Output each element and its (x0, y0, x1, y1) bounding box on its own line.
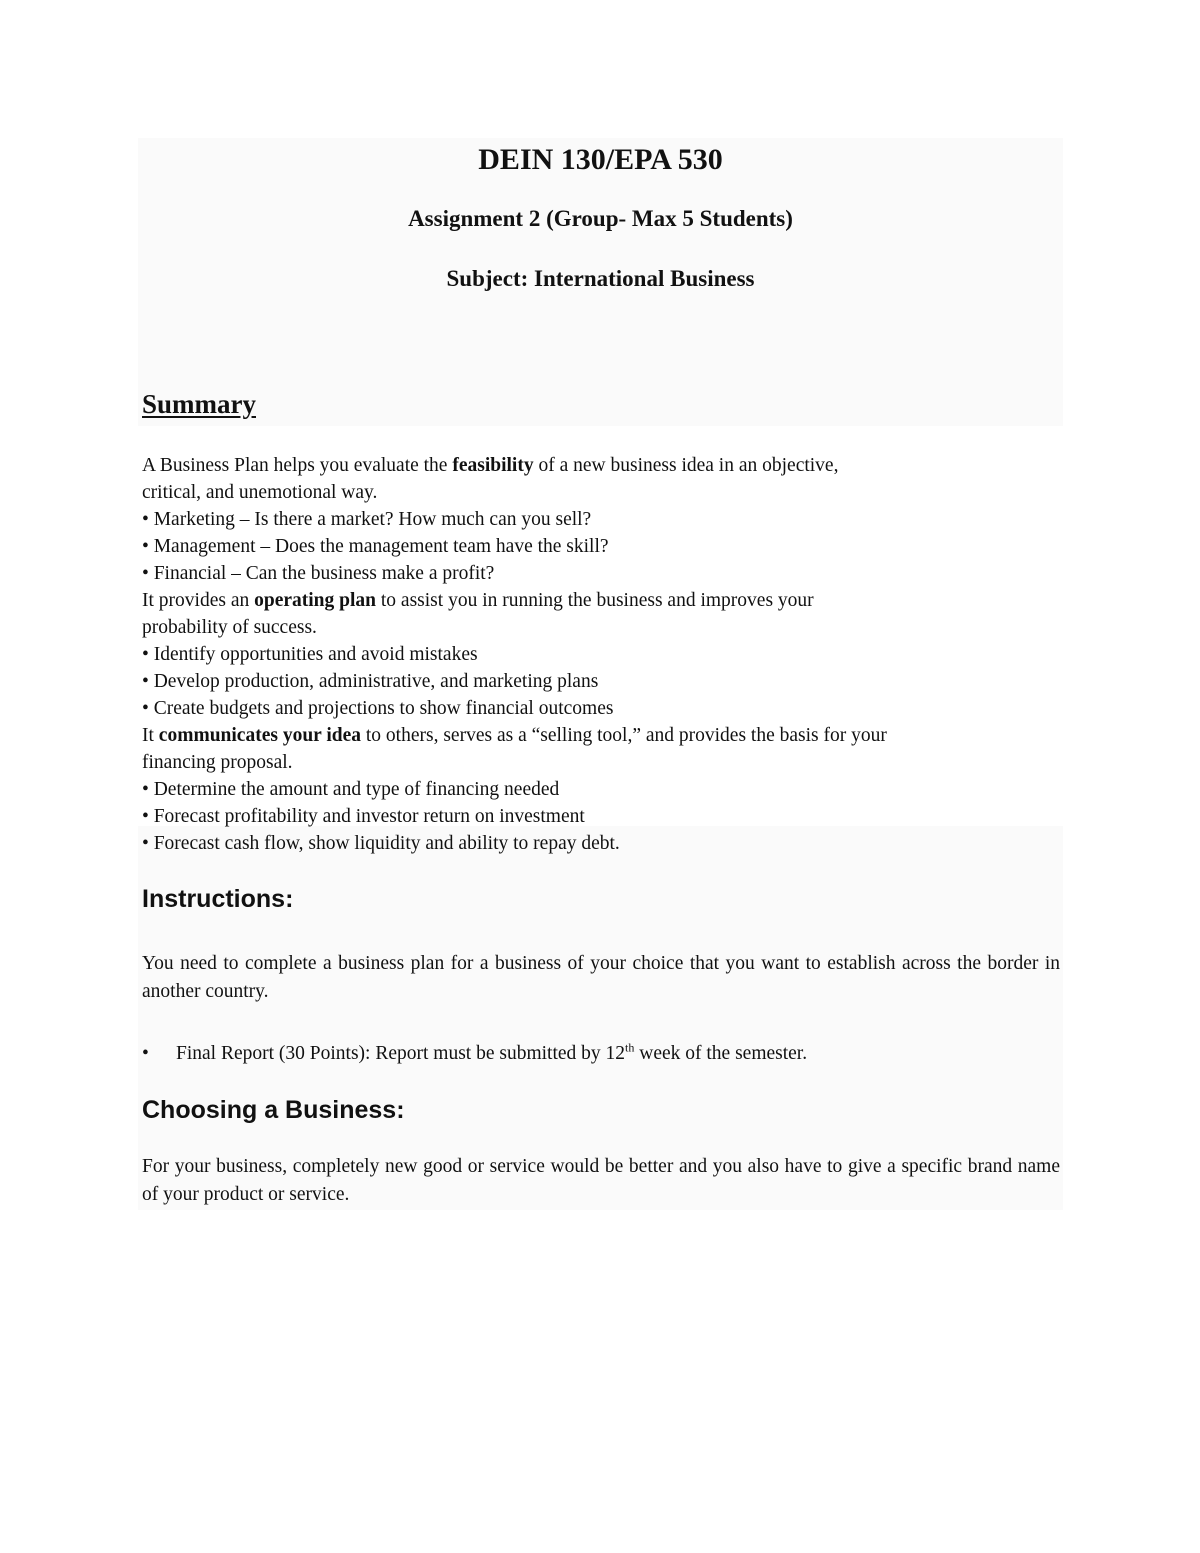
instructions-heading: Instructions: (142, 885, 294, 913)
choosing-business-paragraph: For your business, completely new good or service would be better and you also have to give a specific brand name of your product or service. (142, 1156, 1060, 1205)
text-run: to assist you in running the business and improves your (376, 590, 814, 611)
list-item: • Identify opportunities and avoid mistakes (142, 644, 478, 665)
summary-paragraph-1-line-2: critical, and unemotional way. (142, 482, 378, 503)
text-run: A Business Plan helps you evaluate the (142, 455, 453, 476)
bullet-icon: • (142, 1043, 149, 1064)
list-item: • Management – Does the management team have the skill? (142, 536, 609, 557)
bold-term-operating-plan: operating plan (254, 590, 377, 611)
list-item: • Marketing – Is there a market? How much can you sell? (142, 509, 592, 530)
summary-paragraph-3-line-1 (142, 722, 1057, 749)
choosing-business-heading: Choosing a Business: (142, 1096, 405, 1124)
summary-heading: Summary (142, 389, 256, 419)
course-code: DEIN 130/EPA 530 (478, 143, 723, 176)
bold-term-communicates-your-idea: communicates your idea (158, 725, 362, 746)
summary-paragraph-2-line-1 (142, 587, 1057, 614)
summary-body (142, 452, 1057, 857)
list-item: • Forecast profitability and investor return on investment (142, 806, 585, 827)
text-run: It provides an (142, 590, 255, 611)
text-run: to others, serves as a “selling tool,” and provides the basis for your (361, 725, 887, 746)
list-item: • Create budgets and projections to show financial outcomes (142, 698, 614, 719)
list-item: • Develop production, administrative, and marketing plans (142, 671, 599, 692)
subject-line: Subject: International Business (446, 266, 755, 291)
final-report-item (142, 1040, 807, 1068)
list-item: • Determine the amount and type of financing needed (142, 779, 560, 800)
text-run: It (142, 725, 159, 746)
summary-paragraph-2-line-2: probability of success. (142, 617, 317, 638)
summary-paragraph-1-line-1 (142, 452, 1057, 479)
instructions-paragraph: You need to complete a business plan for a business of your choice that you want to establish across the border in another country. (142, 953, 1060, 1002)
assignment-title: Assignment 2 (Group- Max 5 Students) (408, 206, 793, 231)
bold-term-feasibility: feasibility (452, 455, 534, 476)
ordinal-suffix: th (625, 1040, 635, 1055)
text-run: of a new business idea in an objective, (533, 455, 839, 476)
final-report-text: Final Report (30 Points): Report must be submitted by 12 (176, 1043, 626, 1064)
final-report-text-end: week of the semester. (634, 1043, 808, 1064)
summary-paragraph-3-line-2: financing proposal. (142, 752, 293, 773)
list-item: • Forecast cash flow, show liquidity and ability to repay debt. (142, 833, 620, 854)
list-item: • Financial – Can the business make a profit? (142, 563, 495, 584)
